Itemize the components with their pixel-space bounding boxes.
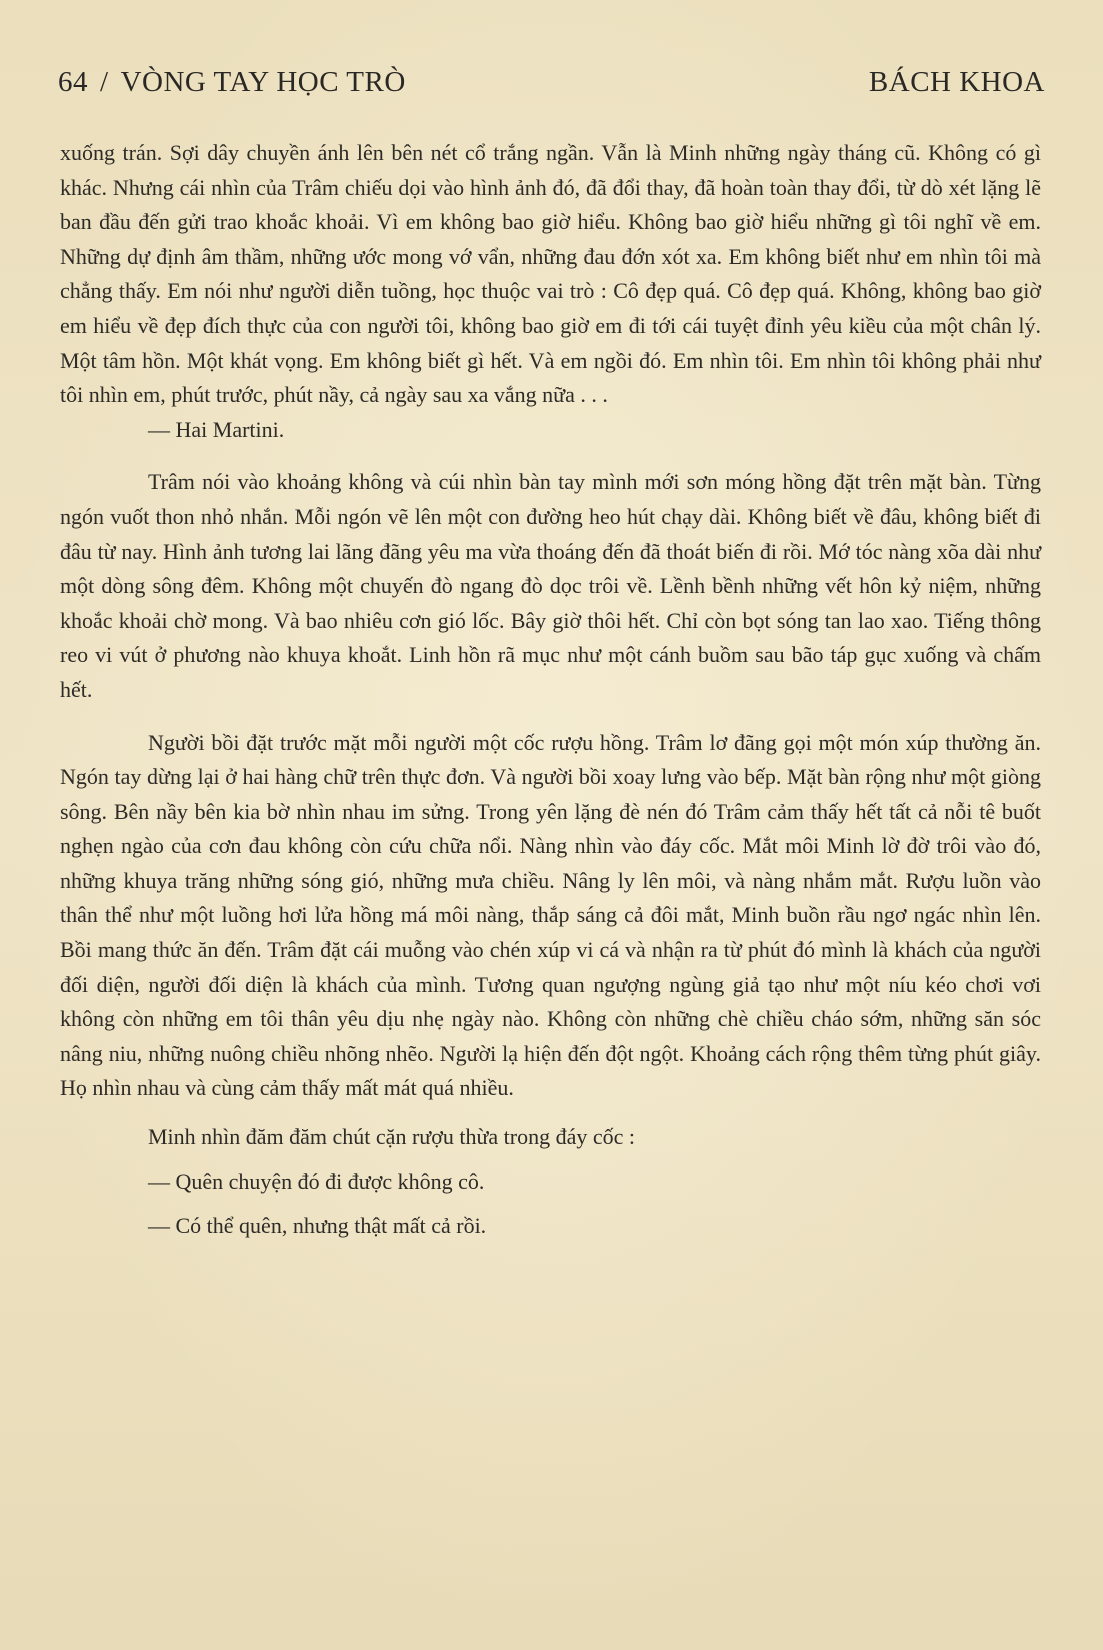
dialogue-line: — Hai Martini. [148, 416, 285, 442]
dialogue-line: — Quên chuyện đó đi được không cô. [148, 1168, 485, 1194]
page-number: 64 [58, 66, 88, 98]
article-body [60, 136, 1041, 1244]
paragraph: Minh nhìn đăm đăm chút cặn rượu thừa trong đáy cốc : [148, 1124, 635, 1150]
publication-name: BÁCH KHOA [868, 66, 1045, 98]
paragraph: Trâm nói vào khoảng không và cúi nhìn bàn tay mình mới sơn móng hồng đặt trên mặt bàn. Từng ngón vuốt thon nhỏ nhắn. Mỗi ngón vẽ lên một con đường heo hút chạy dài. Không biết về đâu, không biết đi đâu từ nay. Hình ảnh tương lai lãng đãng yêu ma vừa thoáng đến đã thoát biến đi rồi. Mớ tóc nàng xõa dài như một dòng sông đêm. Không một chuyến đò ngang đò dọc trôi về. Lềnh bềnh những vết hôn kỷ niệm, những khoắc khoải chờ mong. Và bao nhiêu cơn gió lốc. Bây giờ thôi hết. Chỉ còn bọt sóng tan lao xao. Tiếng thông reo vi vút ở phương nào khuya khoắt. Linh hồn rã mục như một cánh buồm sau bão táp gục xuống và chấm hết. [60, 469, 1041, 702]
story-title: VÒNG TAY HỌC TRÒ [120, 66, 406, 98]
header-left [58, 66, 406, 99]
paragraph: Người bồi đặt trước mặt mỗi người một cốc rượu hồng. Trâm lơ đãng gọi một món xúp thường ăn. Ngón tay dừng lại ở hai hàng chữ trên thực đơn. Và người bồi xoay lưng vào bếp. Mặt bàn rộng như một giòng sông. Bên nầy bên kia bờ nhìn nhau im sửng. Trong yên lặng đè nén đó Trâm cảm thấy hết tất cả nỗi tê buốt nghẹn ngào của cơn đau không còn cứu chữa nổi. Nàng nhìn vào đáy cốc. Mắt môi Minh lờ đờ trôi vào đó, những khuya trăng những sóng gió, những mưa chiều. Nâng ly lên môi, và nàng nhắm mắt. Rượu luồn vào thân thể như một luồng hơi lửa hồng má môi nàng, thắp sáng cả đôi mắt, Minh buồn rầu ngơ ngác nhìn lên. Bồi mang thức ăn đến. Trâm đặt cái muỗng vào chén xúp vi cá và nhận ra từ phút đó mình là khách của người đối diện, người đối diện là khách của mình. Tương quan ngượng ngùng giả tạo như một níu kéo chơi vơi không còn những em tôi thân yêu dịu nhẹ ngày nào. Không còn những chè chiều cháo sớm, những săn sóc nâng niu, những nuông chiều nhõng nhẽo. Người lạ hiện đến đột ngột. Khoảng cách rộng thêm từng phút giây. Họ nhìn nhau và cùng cảm thấy mất mát quá nhiều. [60, 729, 1041, 1101]
paragraph-continued: xuống trán. Sợi dây chuyền ánh lên bên nét cổ trắng ngần. Vẫn là Minh những ngày tháng cũ. Không có gì khác. Nhưng cái nhìn của Trâm chiếu dọi vào hình ảnh đó, đã đổi thay, đã hoàn toàn thay đổi, từ dò xét lặng lẽ ban đầu đến gửi trao khoắc khoải. Vì em không bao giờ hiểu. Không bao giờ hiểu những gì tôi nghĩ về em. Những dự định âm thầm, những ước mong vớ vẩn, những đau đớn xót xa. Em không biết như em nhìn tôi mà chẳng thấy. Em nói như người diễn tuồng, học thuộc vai trò : Cô đẹp quá. Cô đẹp quá. Không, không bao giờ em hiểu về đẹp đích thực của con người tôi, không bao giờ em đi tới cái tuyệt đỉnh yêu kiều của một chân lý. Một tâm hồn. Một khát vọng. Em không biết gì hết. Và em ngồi đó. Em nhìn tôi. Em nhìn tôi không phải như tôi nhìn em, phút trước, phút nầy, cả ngày sau xa vắng nữa . . . [60, 140, 1041, 408]
header-separator: / [100, 66, 109, 98]
running-header [58, 66, 1045, 106]
dialogue-line: — Có thể quên, nhưng thật mất cả rồi. [148, 1213, 487, 1239]
